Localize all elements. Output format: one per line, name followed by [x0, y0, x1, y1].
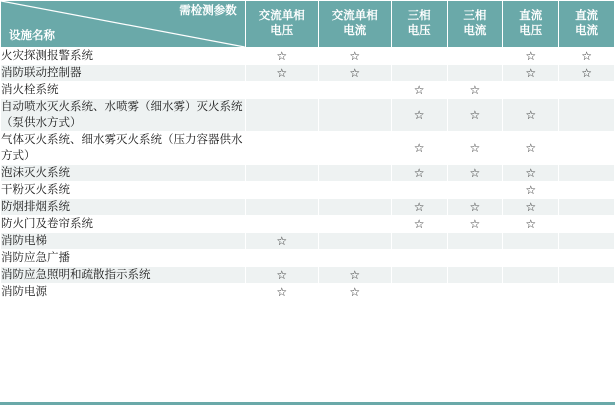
parameter-mark-cell — [447, 99, 503, 132]
table-row — [1, 82, 615, 99]
parameter-mark-cell — [559, 216, 615, 233]
star-icon: ☆ — [581, 66, 592, 80]
star-icon: ☆ — [276, 285, 288, 299]
parameter-mark-cell — [447, 182, 503, 199]
facility-name-cell: 火灾探测报警系统 — [1, 48, 246, 65]
parameter-mark-cell — [391, 99, 447, 132]
parameter-mark-cell — [318, 99, 391, 132]
parameter-mark-cell — [503, 48, 559, 65]
parameter-mark-cell — [318, 182, 391, 199]
parameter-mark-cell — [391, 250, 447, 267]
column-header-line2: 电流 — [343, 25, 367, 37]
parameter-mark-cell — [447, 82, 503, 99]
parameter-mark-cell — [391, 199, 447, 216]
star-icon: ☆ — [469, 217, 481, 231]
parameter-mark-cell — [318, 48, 391, 65]
star-icon: ☆ — [349, 285, 361, 299]
table-row — [1, 233, 615, 250]
parameter-mark-cell — [559, 65, 615, 82]
star-icon: ☆ — [525, 183, 537, 197]
table-row — [1, 267, 615, 284]
parameter-mark-cell — [318, 250, 391, 267]
facility-name-cell: 干粉灭火系统 — [1, 182, 246, 199]
facility-name-cell: 防烟排烟系统 — [1, 199, 246, 216]
table-row — [1, 65, 615, 82]
column-header-line2: 电流 — [463, 25, 487, 37]
table-row — [1, 199, 615, 216]
parameter-mark-cell — [447, 199, 503, 216]
column-header-three-phase-voltage — [391, 1, 447, 48]
parameter-mark-cell — [318, 82, 391, 99]
parameter-mark-cell — [559, 82, 615, 99]
parameter-mark-cell — [447, 165, 503, 182]
star-icon: ☆ — [413, 108, 425, 122]
star-icon: ☆ — [276, 66, 288, 80]
table-header — [1, 1, 615, 48]
header-row — [1, 1, 615, 48]
table-row — [1, 99, 615, 132]
facility-name-cell: 消防电梯 — [1, 233, 246, 250]
star-icon: ☆ — [525, 66, 537, 80]
star-icon: ☆ — [525, 217, 537, 231]
parameter-mark-cell — [245, 233, 318, 250]
star-icon: ☆ — [525, 108, 537, 122]
facility-name-cell: 泡沫灭火系统 — [1, 165, 246, 182]
facility-name-cell: 消防应急广播 — [1, 250, 246, 267]
column-header-line1: 三相 — [407, 10, 431, 22]
parameter-mark-cell — [391, 82, 447, 99]
column-header-line2: 电流 — [575, 25, 599, 37]
column-header-line1: 交流单相 — [331, 10, 378, 22]
parameter-mark-cell — [391, 284, 447, 301]
parameter-mark-cell — [447, 284, 503, 301]
parameter-mark-cell — [559, 233, 615, 250]
column-header-line1: 三相 — [463, 10, 487, 22]
star-icon: ☆ — [276, 49, 288, 63]
facility-name-cell: 防火门及卷帘系统 — [1, 216, 246, 233]
parameter-mark-cell — [391, 182, 447, 199]
parameter-mark-cell — [447, 233, 503, 250]
parameter-mark-cell — [391, 216, 447, 233]
column-header-three-phase-current — [447, 1, 503, 48]
parameter-mark-cell — [447, 48, 503, 65]
star-icon: ☆ — [525, 200, 537, 214]
parameter-mark-cell — [318, 165, 391, 182]
parameter-mark-cell — [447, 216, 503, 233]
star-icon: ☆ — [413, 166, 425, 180]
star-icon: ☆ — [525, 141, 537, 155]
star-icon: ☆ — [349, 268, 361, 282]
column-header-line2: 电压 — [407, 25, 431, 37]
parameter-mark-cell — [559, 132, 615, 165]
table-row — [1, 165, 615, 182]
parameter-mark-cell — [245, 267, 318, 284]
parameter-mark-cell — [503, 99, 559, 132]
facility-name-cell: 气体灭火系统、细水雾灭火系统（压力容器供水方式） — [1, 132, 246, 165]
parameter-mark-cell — [503, 82, 559, 99]
parameter-mark-cell — [245, 99, 318, 132]
parameter-mark-cell — [447, 132, 503, 165]
star-icon: ☆ — [276, 268, 288, 282]
parameter-mark-cell — [245, 216, 318, 233]
parameter-mark-cell — [559, 48, 615, 65]
parameter-mark-cell — [318, 199, 391, 216]
column-header-line1: 直流 — [575, 10, 599, 22]
parameter-mark-cell — [245, 132, 318, 165]
column-header-dc-voltage — [503, 1, 559, 48]
column-header-ac-single-voltage — [245, 1, 318, 48]
parameter-mark-cell — [559, 99, 615, 132]
parameter-mark-cell — [245, 182, 318, 199]
parameter-mark-cell — [503, 216, 559, 233]
parameter-mark-cell — [503, 132, 559, 165]
parameter-mark-cell — [391, 233, 447, 250]
parameter-mark-cell — [503, 65, 559, 82]
facility-name-cell: 消防应急照明和疏散指示系统 — [1, 267, 246, 284]
parameter-mark-cell — [391, 65, 447, 82]
table-row — [1, 284, 615, 301]
table-row — [1, 250, 615, 267]
parameter-mark-cell — [447, 250, 503, 267]
column-header-line2: 电压 — [270, 25, 294, 37]
star-icon: ☆ — [413, 200, 425, 214]
star-icon: ☆ — [525, 49, 537, 63]
star-icon: ☆ — [276, 234, 288, 248]
star-icon: ☆ — [413, 217, 425, 231]
column-header-dc-current — [559, 1, 615, 48]
parameter-mark-cell — [318, 132, 391, 165]
star-icon: ☆ — [469, 83, 481, 97]
parameter-mark-cell — [447, 267, 503, 284]
star-icon: ☆ — [469, 166, 481, 180]
parameter-mark-cell — [318, 233, 391, 250]
parameter-mark-cell — [503, 199, 559, 216]
parameter-mark-cell — [318, 267, 391, 284]
parameter-mark-cell — [503, 233, 559, 250]
table-row — [1, 182, 615, 199]
header-corner-cell — [1, 1, 246, 48]
parameter-mark-cell — [245, 82, 318, 99]
parameter-mark-cell — [447, 65, 503, 82]
parameter-mark-cell — [318, 65, 391, 82]
parameter-mark-cell — [559, 267, 615, 284]
star-icon: ☆ — [349, 49, 361, 63]
parameter-mark-cell — [503, 182, 559, 199]
parameter-mark-cell — [391, 48, 447, 65]
table-body — [1, 48, 615, 301]
parameter-mark-cell — [559, 165, 615, 182]
star-icon: ☆ — [469, 108, 481, 122]
parameter-mark-cell — [559, 250, 615, 267]
table-row — [1, 216, 615, 233]
star-icon: ☆ — [469, 200, 481, 214]
column-header-line2: 电压 — [519, 25, 543, 37]
corner-parameter-label: 需检测参数 — [179, 5, 237, 17]
parameter-mark-cell — [503, 165, 559, 182]
parameter-mark-cell — [245, 165, 318, 182]
star-icon: ☆ — [581, 49, 592, 63]
column-header-ac-single-current — [318, 1, 391, 48]
star-icon: ☆ — [349, 66, 361, 80]
parameter-mark-cell — [559, 199, 615, 216]
parameter-mark-cell — [391, 165, 447, 182]
parameter-mark-cell — [559, 284, 615, 301]
parameter-mark-cell — [318, 284, 391, 301]
parameter-mark-cell — [559, 182, 615, 199]
table-row — [1, 48, 615, 65]
column-header-line1: 交流单相 — [258, 10, 305, 22]
star-icon: ☆ — [469, 141, 481, 155]
parameter-mark-cell — [318, 216, 391, 233]
parameter-mark-cell — [503, 284, 559, 301]
star-icon: ☆ — [413, 141, 425, 155]
parameter-mark-cell — [391, 132, 447, 165]
facility-name-cell: 自动喷水灭火系统、水喷雾（细水雾）灭火系统（泵供水方式） — [1, 99, 246, 132]
column-header-line1: 直流 — [519, 10, 543, 22]
parameter-mark-cell — [245, 199, 318, 216]
facility-name-cell: 消火栓系统 — [1, 82, 246, 99]
table-row — [1, 132, 615, 165]
facility-name-cell: 消防电源 — [1, 284, 246, 301]
star-icon: ☆ — [413, 83, 425, 97]
corner-facility-label: 设施名称 — [9, 30, 55, 42]
parameter-mark-cell — [245, 65, 318, 82]
parameter-mark-cell — [503, 250, 559, 267]
star-icon: ☆ — [525, 166, 537, 180]
parameter-mark-cell — [245, 284, 318, 301]
parameter-mark-cell — [245, 48, 318, 65]
parameter-mark-cell — [245, 250, 318, 267]
parameter-mark-cell — [503, 267, 559, 284]
parameter-mark-cell — [391, 267, 447, 284]
facility-name-cell: 消防联动控制器 — [1, 65, 246, 82]
